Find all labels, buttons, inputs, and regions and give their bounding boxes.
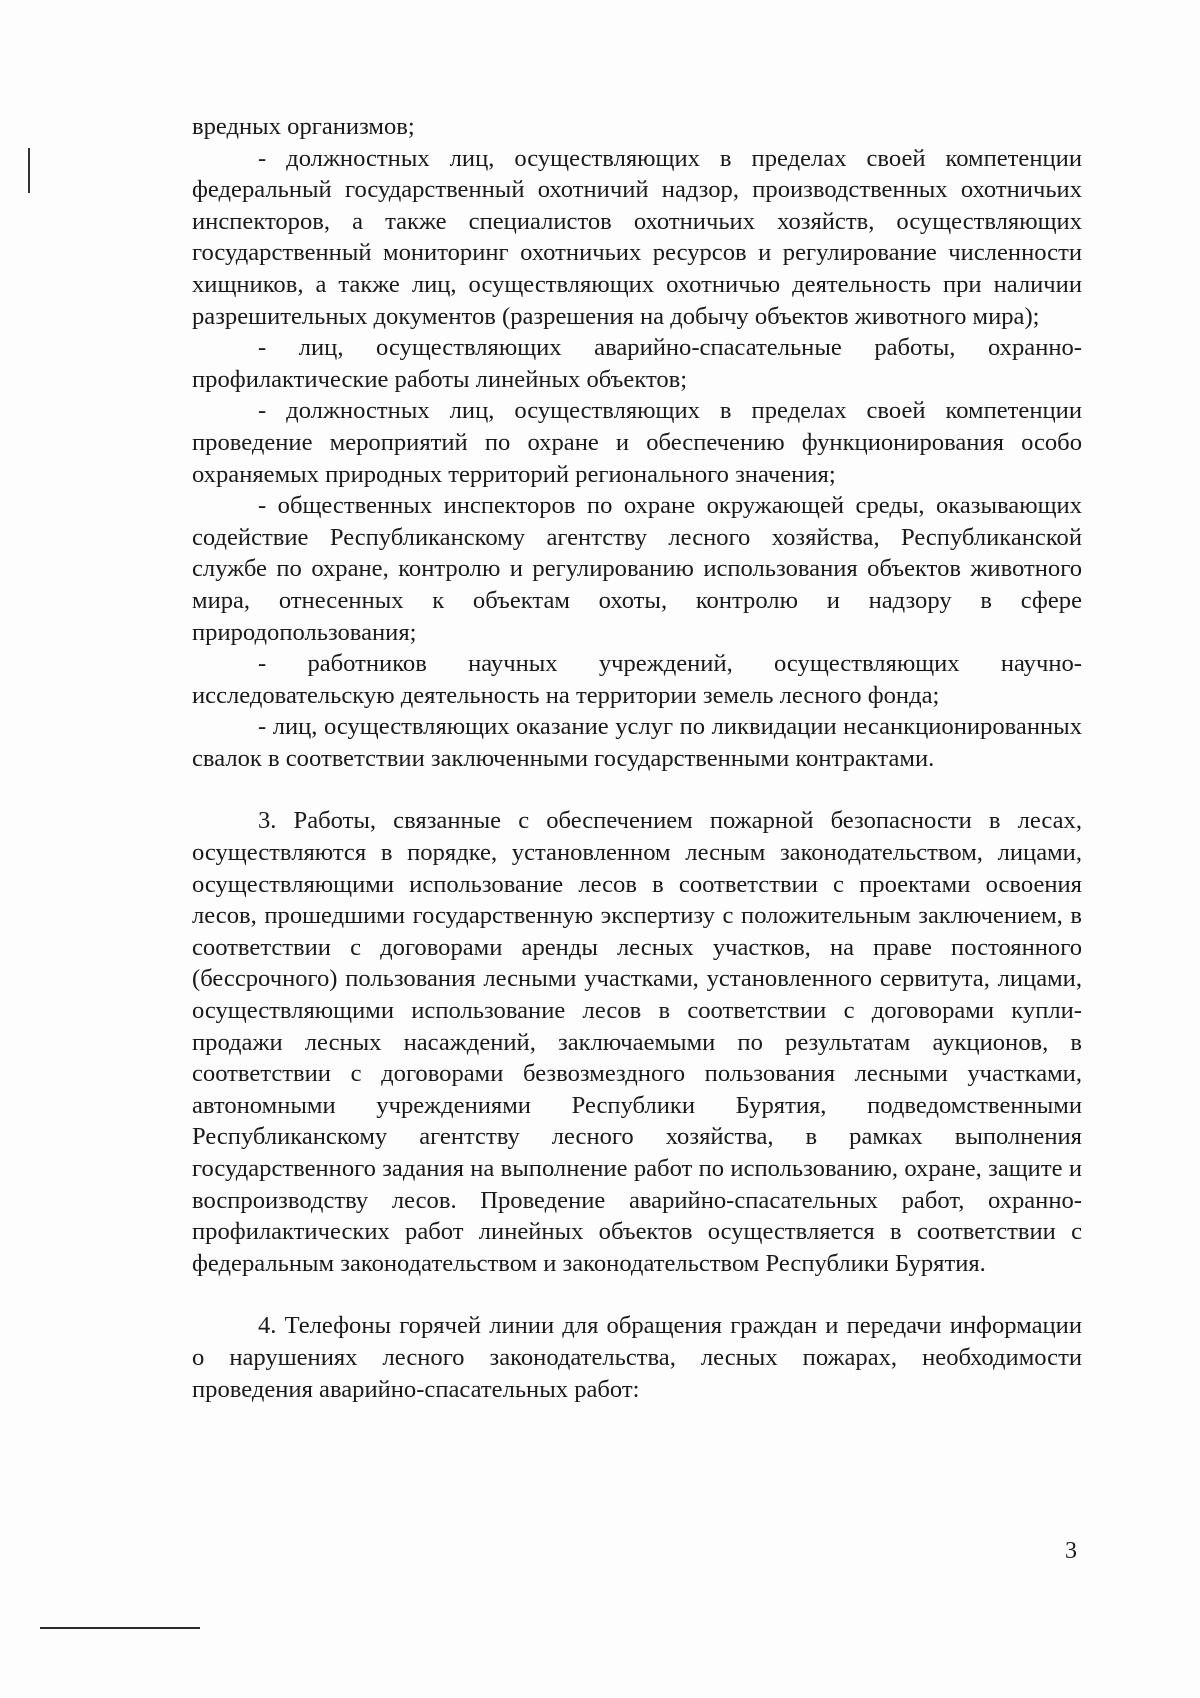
document-body [192, 111, 1082, 1405]
section-3-paragraph: 3. Работы, связанные с обеспечением пожарной безопасности в лесах, осуществляются в порядке, установленном лесным законодательством, лицами, осуществляющими использование лесов в соответствии с проектами освоения лесов, прошедшими государственную экспертизу с положительным заключением, в соответствии с договорами аренды лесных участков, на праве постоянного (бессрочного) пользования лесными участками, установленного сервитута, лицами, осуществляющими использование лесов в соответствии с договорами купли-продажи лесных насаждений, заключаемыми по результатам аукционов, в соответствии с договорами безвозмездного пользования лесными участками, автономными учреждениями Республики Бурятия, подведомственными Республиканскому агентству лесного хозяйства, в рамках выполнения государственного задания на выполнение работ по использованию, охране, защите и воспроизводству лесов. Проведение аварийно-спасательных работ, охранно-профилактических работ линейных объектов осуществляется в соответствии с федеральным законодательством и законодательством Республики Бурятия. [192, 807, 1082, 1277]
footer-rule [40, 1627, 200, 1629]
list-item: - лиц, осуществляющих аварийно-спасательные работы, охранно-профилактические работы линейных объектов; [192, 334, 1082, 393]
list-item: - должностных лиц, осуществляющих в пределах своей компетенции федеральный государственный охотничий надзор, производственных охотничьих инспекторов, а также специалистов охотничьих хозяйств, осуществляющих государственный мониторинг охотничьих ресурсов и регулирование численности хищников, а также лиц, осуществляющих охотничью деятельность при наличии разрешительных документов (разрешения на добычу объектов животного мира); [192, 144, 1082, 330]
page-number: 3 [1065, 1538, 1077, 1564]
list-item: - общественных инспекторов по охране окружающей среды, оказывающих содействие Республиканскому агентству лесного хозяйства, Республиканской службе по охране, контролю и регулированию использования объектов животного мира, отнесенных к объектам охоты, контролю и надзору в сфере природопользования; [192, 492, 1082, 646]
continuation-line: вредных организмов; [192, 113, 415, 140]
section-4-paragraph: 4. Телефоны горячей линии для обращения граждан и передачи информации о нарушениях лесного законодательства, лесных пожарах, необходимости проведения аварийно-спасательных работ: [192, 1312, 1082, 1403]
margin-change-mark [28, 148, 30, 193]
list-item: - работников научных учреждений, осуществляющих научно-исследовательскую деятельность на территории земель лесного фонда; [192, 650, 1082, 709]
list-item: - должностных лиц, осуществляющих в пределах своей компетенции проведение мероприятий по охране и обеспечению функционирования особо охраняемых природных территорий регионального значения; [192, 397, 1082, 488]
list-item: - лиц, осуществляющих оказание услуг по ликвидации несанкционированных свалок в соответствии заключенными государственными контрактами. [192, 713, 1082, 772]
